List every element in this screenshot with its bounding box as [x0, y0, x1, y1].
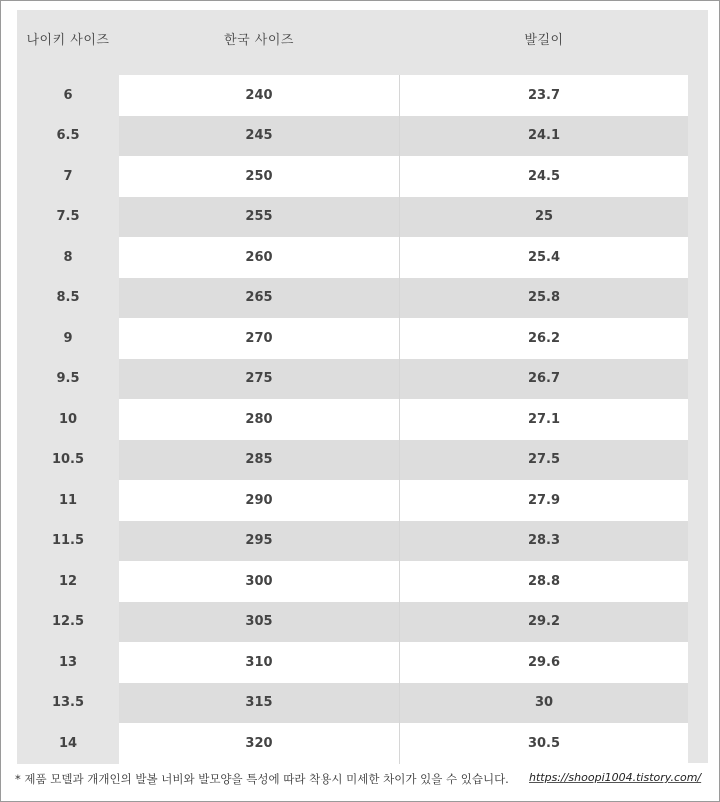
footer-note: * 제품 모델과 개개인의 발볼 너비와 발모양을 특성에 따라 착용시 미세한 차이가 있을 수 있습니다.: [15, 772, 509, 786]
cell-nike-size: [17, 480, 119, 521]
cell-foot-length: 29.2: [400, 602, 688, 643]
cell-foot-length: 25: [400, 197, 688, 238]
table-row: [17, 318, 708, 359]
cell-foot-length: 23.7: [400, 75, 688, 116]
cell-korea-size: 260: [119, 237, 400, 278]
size-chart-table: [17, 10, 708, 763]
cell-foot-length: 25.4: [400, 237, 688, 278]
cell-nike-size-value: 6.5: [56, 128, 80, 144]
cell-nike-size-value: 14: [58, 735, 78, 751]
cell-nike-size: [17, 156, 119, 197]
cell-foot-length: 27.9: [400, 480, 688, 521]
header-nike-size: 나이키 사이즈: [26, 33, 110, 48]
cell-nike-size-value: 8.5: [56, 290, 80, 306]
cell-korea-size: 270: [119, 318, 400, 359]
cell-nike-size: [17, 237, 119, 278]
cell-korea-size: 285: [119, 440, 400, 481]
table-row: [17, 197, 708, 238]
cell-nike-size-value: 13: [58, 654, 78, 670]
cell-foot-length: 29.6: [400, 642, 688, 683]
cell-foot-length: 25.8: [400, 278, 688, 319]
table-row: [17, 156, 708, 197]
cell-foot-length: 24.1: [400, 116, 688, 157]
cell-korea-size: 320: [119, 723, 400, 764]
cell-foot-length: 24.5: [400, 156, 688, 197]
cell-korea-size: 265: [119, 278, 400, 319]
cell-korea-size: 240: [119, 75, 400, 116]
table-row: [17, 683, 708, 724]
cell-nike-size-value: 6: [63, 87, 73, 103]
cell-foot-length: 26.2: [400, 318, 688, 359]
cell-nike-size: [17, 359, 119, 400]
cell-nike-size-value: 11: [58, 492, 78, 508]
table-row: [17, 116, 708, 157]
cell-nike-size: [17, 75, 119, 116]
cell-nike-size-value: 10: [58, 411, 78, 427]
cell-nike-size: [17, 602, 119, 643]
cell-korea-size: 305: [119, 602, 400, 643]
cell-nike-size-value: 13.5: [51, 695, 85, 711]
cell-korea-size: 310: [119, 642, 400, 683]
cell-nike-size: [17, 318, 119, 359]
cell-korea-size: 275: [119, 359, 400, 400]
cell-foot-length: 30: [400, 683, 688, 724]
cell-nike-size: [17, 440, 119, 481]
cell-korea-size: 280: [119, 399, 400, 440]
cell-nike-size: [17, 723, 119, 764]
cell-nike-size-value: 7: [63, 168, 73, 184]
cell-korea-size: 255: [119, 197, 400, 238]
cell-nike-size: [17, 278, 119, 319]
table-row: [17, 399, 708, 440]
table-row: [17, 642, 708, 683]
cell-nike-size: [17, 116, 119, 157]
cell-nike-size-value: 12: [58, 573, 78, 589]
cell-nike-size: [17, 399, 119, 440]
cell-korea-size: 315: [119, 683, 400, 724]
cell-foot-length: 27.5: [400, 440, 688, 481]
cell-nike-size: [17, 197, 119, 238]
cell-foot-length: 28.8: [400, 561, 688, 602]
table-row: [17, 480, 708, 521]
cell-nike-size-value: 9.5: [56, 371, 80, 387]
source-url-link[interactable]: https://shoopi1004.tistory.com/: [529, 771, 702, 784]
header-korea-size: 한국 사이즈: [224, 33, 294, 48]
cell-nike-size-value: 7.5: [56, 209, 80, 225]
table-row: [17, 440, 708, 481]
table-row: [17, 359, 708, 400]
cell-nike-size: [17, 561, 119, 602]
cell-korea-size: 295: [119, 521, 400, 562]
cell-korea-size: 290: [119, 480, 400, 521]
table-row: [17, 278, 708, 319]
cell-korea-size: 245: [119, 116, 400, 157]
cell-korea-size: 250: [119, 156, 400, 197]
header-foot-length: 발길이: [524, 33, 564, 48]
cell-nike-size-value: 10.5: [51, 452, 85, 468]
table-row: [17, 602, 708, 643]
cell-foot-length: 30.5: [400, 723, 688, 764]
table-row: [17, 561, 708, 602]
table-row: [17, 75, 708, 116]
table-row: [17, 237, 708, 278]
cell-nike-size-value: 9: [63, 330, 73, 346]
table-row: [17, 723, 708, 764]
cell-nike-size-value: 8: [63, 249, 73, 265]
cell-korea-size: 300: [119, 561, 400, 602]
cell-nike-size: [17, 521, 119, 562]
cell-nike-size: [17, 683, 119, 724]
cell-foot-length: 26.7: [400, 359, 688, 400]
cell-nike-size-value: 12.5: [51, 614, 85, 630]
cell-foot-length: 27.1: [400, 399, 688, 440]
cell-nike-size-value: 11.5: [51, 533, 85, 549]
table-body: [17, 75, 708, 764]
cell-foot-length: 28.3: [400, 521, 688, 562]
cell-nike-size: [17, 642, 119, 683]
table-row: [17, 521, 708, 562]
